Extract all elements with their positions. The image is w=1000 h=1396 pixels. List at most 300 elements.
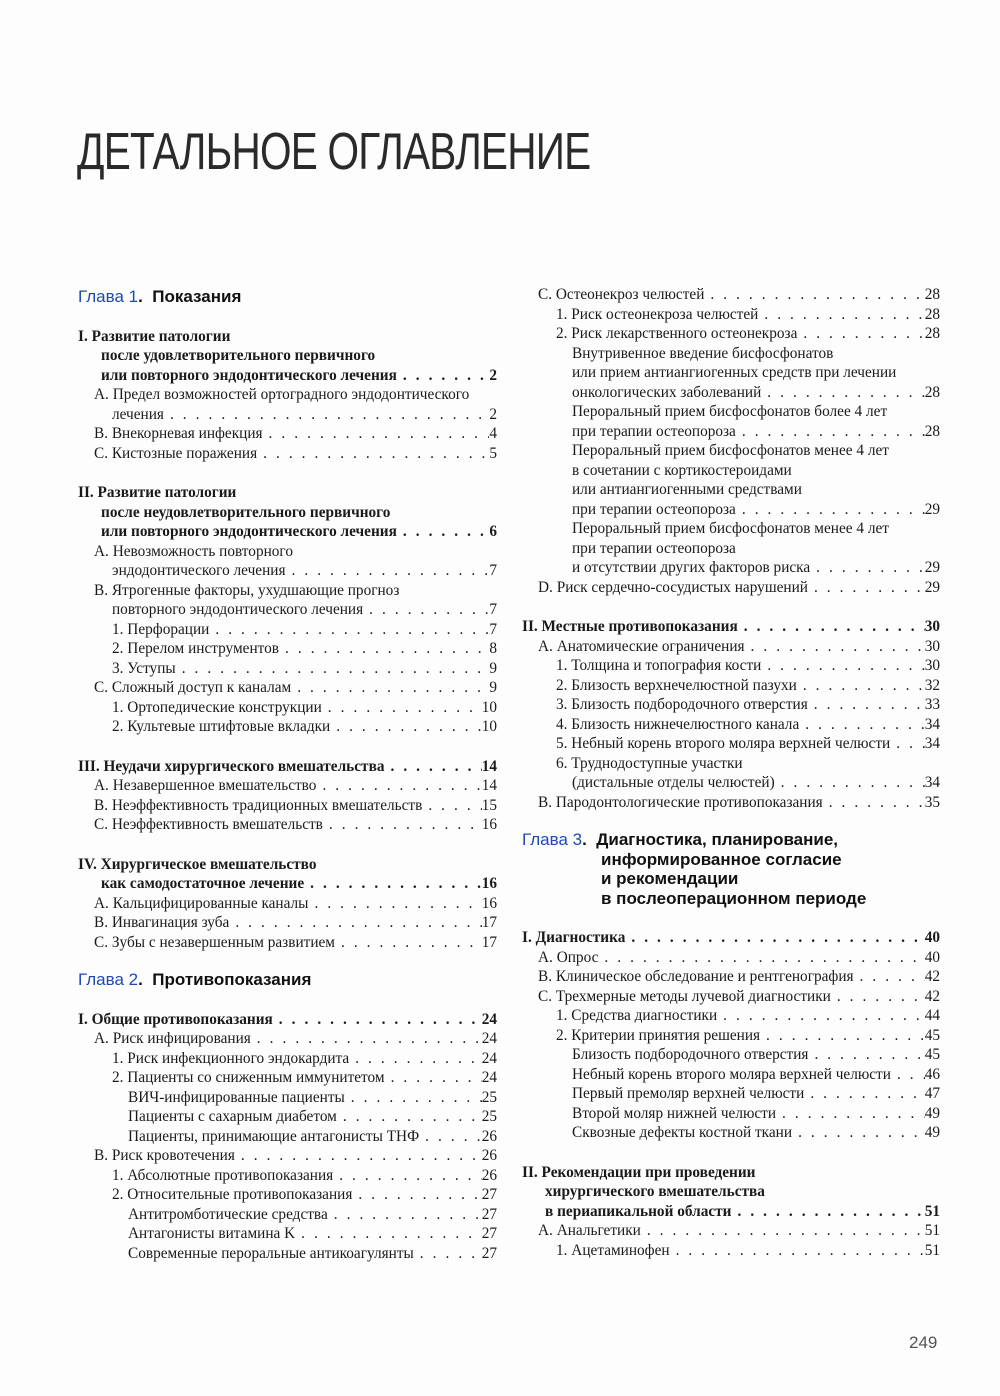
- toc-entry[interactable]: [78, 1244, 497, 1264]
- dot-leader: [279, 639, 489, 659]
- toc-entry-text: I. Развитие патологии: [78, 327, 231, 345]
- dot-leader: [808, 695, 925, 715]
- toc-entry-line: [522, 363, 940, 383]
- toc-entry-line: [78, 561, 497, 581]
- dot-leader: [235, 1146, 482, 1166]
- toc-entry[interactable]: [522, 715, 940, 735]
- toc-entry-line: [522, 1221, 940, 1241]
- toc-entry-text: при терапии остеопороза: [572, 539, 736, 557]
- toc-entry-line: [78, 874, 497, 894]
- toc-entry[interactable]: [522, 344, 940, 403]
- toc-entry-line: [78, 424, 497, 444]
- dot-leader: [731, 1202, 924, 1222]
- chapter-heading: [78, 287, 497, 307]
- toc-entry-line: [522, 715, 940, 735]
- toc-entry[interactable]: [78, 1224, 497, 1244]
- toc-page-number: 10: [481, 718, 497, 735]
- toc-entry[interactable]: [522, 1104, 940, 1124]
- toc-entry[interactable]: [522, 1006, 940, 1026]
- toc-entry-line: [522, 1006, 940, 1026]
- dot-leader: [384, 757, 481, 777]
- toc-entry-text: 1. Толщина и топография кости: [556, 657, 762, 674]
- toc-entry-text: в сочетании с кортикостероидами: [572, 461, 792, 479]
- toc-entry[interactable]: [78, 855, 497, 894]
- toc-entry-line: [522, 480, 940, 500]
- toc-entry-text: 1. Ацетаминофен: [556, 1241, 670, 1259]
- toc-page-number: 30: [924, 657, 940, 674]
- toc-entry-text: или повторного эндодонтического лечения: [101, 366, 397, 384]
- toc-page-number: 28: [924, 286, 940, 303]
- dot-leader: [831, 987, 925, 1007]
- dot-leader: [761, 656, 924, 676]
- toc-entry-line: [522, 637, 940, 657]
- toc-section: [78, 1010, 497, 1264]
- toc-section: [78, 757, 497, 835]
- toc-entry-text: I. Общие противопоказания: [78, 1010, 273, 1028]
- dot-leader: [598, 948, 924, 968]
- toc-entry[interactable]: [78, 444, 497, 464]
- toc-entry[interactable]: [522, 948, 940, 968]
- chapter-heading-line: информированное согласие: [601, 849, 842, 869]
- toc-entry-line: [522, 324, 940, 344]
- toc-page-number: 27: [481, 1244, 497, 1262]
- dot-leader: [273, 1010, 482, 1030]
- toc-entry-line: [522, 1045, 940, 1065]
- dot-leader: [775, 773, 925, 793]
- toc-entry[interactable]: [78, 385, 497, 424]
- toc-page-number: 7: [489, 620, 497, 638]
- toc-entry-line: [522, 1182, 940, 1202]
- toc-entry-line: [78, 600, 497, 620]
- toc-entry-line: [78, 913, 497, 933]
- toc-entry-text: при терапии остеопороза: [572, 422, 736, 440]
- toc-entry-line: [78, 855, 497, 875]
- toc-entry-line: [522, 305, 940, 325]
- toc-entry[interactable]: [78, 483, 497, 542]
- toc-entry-text: Пероральный прием бисфосфонатов менее 4 лет: [572, 442, 889, 459]
- dot-leader: [304, 874, 482, 894]
- toc-entry[interactable]: [78, 620, 497, 640]
- toc-page-number: 9: [489, 659, 497, 677]
- toc-entry-line: [78, 717, 497, 737]
- toc-entry-text: C. Зубы с незавершенным развитием: [94, 933, 335, 951]
- toc-entry-line: [78, 346, 497, 366]
- toc-entry[interactable]: [522, 402, 940, 441]
- toc-page-number: 15: [481, 796, 497, 814]
- toc-entry-line: [78, 796, 497, 816]
- toc-entry-text: 1. Риск инфекционного эндокардита: [112, 1049, 350, 1067]
- toc-entry-text: Близость подбородочного отверстия: [572, 1046, 809, 1063]
- chapter-heading-line: Глава 1. Показания: [78, 287, 242, 306]
- toc-entry-text: Антитромботические средства: [128, 1205, 328, 1223]
- toc-entry[interactable]: [522, 324, 940, 344]
- toc-entry-line: [78, 503, 497, 523]
- toc-entry-text: A. Незавершенное вмешательство: [94, 777, 317, 794]
- toc-entry[interactable]: [78, 757, 497, 777]
- toc-page-number: 33: [924, 696, 940, 713]
- dot-leader: [209, 620, 489, 640]
- dot-leader: [414, 1244, 482, 1264]
- toc-section: [78, 855, 497, 953]
- toc-entry[interactable]: [522, 1241, 940, 1261]
- toc-entry-line: [522, 695, 940, 715]
- dot-leader: [397, 522, 489, 542]
- toc-page-number: 17: [481, 914, 497, 931]
- toc-entry-text: Пациенты с сахарным диабетом: [128, 1108, 337, 1125]
- dot-leader: [799, 715, 924, 735]
- chapter-heading: [78, 970, 497, 990]
- toc-entry-line: [522, 383, 940, 403]
- toc-entry-line: [522, 461, 940, 481]
- toc-entry-line: [522, 617, 940, 637]
- toc-entry-text: A. Невозможность повторного: [94, 542, 293, 560]
- toc-entry-line: [78, 1244, 497, 1264]
- dot-leader: [738, 617, 925, 637]
- toc-entry-line: [78, 1049, 497, 1069]
- dot-leader: [761, 383, 924, 403]
- toc-entry[interactable]: [78, 678, 497, 698]
- toc-entry-line: [522, 1026, 940, 1046]
- toc-entry-text: 2. Критерии принятия решения: [556, 1026, 761, 1044]
- toc-column-right: [522, 285, 940, 1260]
- toc-section: [522, 285, 940, 597]
- toc-entry[interactable]: [522, 1084, 940, 1104]
- dot-leader: [670, 1241, 925, 1261]
- dot-leader: [330, 717, 481, 737]
- toc-section: [522, 928, 940, 1143]
- toc-entry-text: или прием антиангиогенных средств при лечении: [572, 364, 897, 381]
- dot-leader: [229, 913, 481, 933]
- toc-entry[interactable]: [78, 542, 497, 581]
- toc-page-number: 27: [481, 1186, 497, 1203]
- toc-entry-text: при терапии остеопороза: [572, 500, 736, 518]
- toc-page-number: 28: [924, 305, 940, 323]
- toc-entry-text: или повторного эндодонтического лечения: [101, 523, 397, 540]
- toc-entry[interactable]: [78, 815, 497, 835]
- toc-entry-line: [78, 405, 497, 425]
- toc-page-number: 25: [481, 1108, 497, 1125]
- toc-page-number: 10: [481, 698, 497, 716]
- toc-entry[interactable]: [522, 1045, 940, 1065]
- toc-entry-line: [522, 656, 940, 676]
- toc-entry-line: [522, 558, 940, 578]
- toc-entry-text: и отсутствии других факторов риска: [572, 559, 811, 576]
- toc-entry-line: [522, 1241, 940, 1261]
- toc-entry[interactable]: [522, 734, 940, 754]
- dot-leader: [385, 1068, 482, 1088]
- toc-entry-text: B. Клиническое обследование и рентгенография: [538, 968, 854, 985]
- toc-entry[interactable]: [522, 676, 940, 696]
- toc-entry[interactable]: [78, 1088, 497, 1108]
- toc-entry-text: ВИЧ-инфицированные пациенты: [128, 1088, 345, 1106]
- toc-entry[interactable]: [522, 1221, 940, 1241]
- toc-entry-text: повторного эндодонтического лечения: [112, 601, 364, 618]
- toc-entry-text: Антагонисты витамина K: [128, 1225, 296, 1242]
- toc-entry-line: [78, 659, 497, 679]
- toc-entry[interactable]: [522, 305, 940, 325]
- toc-entry-line: [522, 773, 940, 793]
- toc-entry-line: [522, 734, 940, 754]
- toc-entry[interactable]: [522, 754, 940, 793]
- toc-entry-line: [78, 1127, 497, 1147]
- toc-entry[interactable]: [78, 1146, 497, 1166]
- toc-entry-text: IV. Хирургическое вмешательство: [78, 855, 317, 873]
- dot-leader: [625, 928, 924, 948]
- toc-entry[interactable]: [522, 967, 940, 987]
- toc-entry-text: 1. Риск остеонекроза челюстей: [556, 305, 759, 323]
- toc-page-number: 29: [924, 500, 940, 518]
- toc-section: [78, 483, 497, 737]
- dot-leader: [263, 424, 490, 444]
- page-number: 249: [909, 1333, 938, 1352]
- toc-entry[interactable]: [522, 1026, 940, 1046]
- toc-entry-line: [522, 1163, 940, 1183]
- toc-page-number: 49: [924, 1104, 940, 1122]
- toc-entry-text: 4. Близость нижнечелюстного канала: [556, 715, 800, 733]
- toc-page-number: 7: [489, 601, 497, 618]
- toc-entry-text: или антиангиогенными средствами: [572, 481, 802, 498]
- toc-page-number: 40: [924, 929, 940, 946]
- dot-leader: [308, 894, 481, 914]
- dot-leader: [704, 285, 924, 305]
- toc-entry-line: [522, 948, 940, 968]
- toc-entry-line: [78, 483, 497, 503]
- toc-entry-text: 2. Близость верхнечелюстной пазухи: [556, 676, 797, 694]
- toc-entry-line: [522, 676, 940, 696]
- toc-entry-text: Внутривенное введение бисфосфонатов: [572, 344, 834, 362]
- toc-entry-text: как самодостаточное лечение: [101, 875, 305, 892]
- toc-entry-text: A. Риск инфицирования: [94, 1030, 251, 1047]
- toc-entry-line: [78, 1107, 497, 1127]
- toc-entry-text: Пероральный прием бисфосфонатов более 4 лет: [572, 403, 888, 420]
- chapter-number: Глава 3: [522, 830, 583, 849]
- chapter-title: Показания: [152, 287, 242, 306]
- chapter-heading-line: в послеоперационном периоде: [601, 888, 867, 908]
- toc-entry-line: [522, 285, 940, 305]
- chapter-title: Диагностика, планирование,: [596, 830, 839, 849]
- dot-leader: [316, 776, 481, 796]
- toc-entry[interactable]: [78, 717, 497, 737]
- toc-section: [78, 327, 497, 464]
- toc-entry[interactable]: [78, 796, 497, 816]
- toc-page-number: 26: [481, 1127, 497, 1145]
- toc-page-number: 34: [924, 774, 940, 791]
- dot-leader: [257, 444, 489, 464]
- toc-page-number: 24: [481, 1049, 497, 1067]
- toc-entry-line: [522, 754, 940, 774]
- chapter-heading-line: Глава 2. Противопоказания: [78, 970, 312, 989]
- toc-page-number: 14: [481, 777, 497, 794]
- dot-leader: [337, 1107, 482, 1127]
- toc-entry-line: [522, 539, 940, 559]
- toc-entry[interactable]: [78, 581, 497, 620]
- toc-entry[interactable]: [78, 1107, 497, 1127]
- toc-page-number: 7: [489, 562, 497, 579]
- toc-entry-text: 2. Перелом инструментов: [112, 640, 280, 657]
- toc-entry[interactable]: [78, 776, 497, 796]
- toc-entry[interactable]: [78, 1185, 497, 1205]
- toc-page-number: 45: [924, 1026, 940, 1044]
- toc-entry[interactable]: [522, 928, 940, 948]
- dot-leader: [176, 659, 490, 679]
- toc-entry[interactable]: [522, 441, 940, 519]
- toc-page-number: 24: [481, 1069, 497, 1086]
- toc-page-number: 51: [924, 1222, 940, 1239]
- dot-leader: [823, 793, 925, 813]
- toc-entry-text: 2. Культевые штифтовые вкладки: [112, 718, 331, 735]
- toc-entry[interactable]: [78, 913, 497, 933]
- toc-page-number: 42: [924, 987, 940, 1005]
- toc-entry-line: [522, 987, 940, 1007]
- toc-page-number: 51: [924, 1241, 940, 1259]
- toc-entry[interactable]: [522, 285, 940, 305]
- toc-page-number: 24: [481, 1030, 497, 1047]
- toc-page-number: 8: [489, 640, 497, 657]
- toc-entry-line: [78, 678, 497, 698]
- toc-entry-text: B. Внекорневая инфекция: [94, 425, 263, 442]
- toc-entry[interactable]: [522, 519, 940, 578]
- toc-entry-text: онкологических заболеваний: [572, 383, 762, 401]
- toc-page-number: 47: [924, 1085, 940, 1102]
- toc-entry-line: [522, 1202, 940, 1222]
- toc-entry-text: Пациенты, принимающие антагонисты ТНФ: [128, 1127, 420, 1145]
- dot-leader: [397, 366, 489, 386]
- toc-page-number: 16: [481, 894, 497, 912]
- toc-entry[interactable]: [522, 1163, 940, 1222]
- toc-entry-line: [78, 1088, 497, 1108]
- toc-entry-text: 5. Небный корень второго моляра верхней челюсти: [556, 735, 891, 752]
- toc-entry-line: [78, 522, 497, 542]
- toc-entry-line: [78, 542, 497, 562]
- toc-entry-line: [78, 1185, 497, 1205]
- dot-leader: [760, 1026, 925, 1046]
- chapter-number: Глава 2: [78, 970, 139, 989]
- toc-entry-text: B. Инвагинация зуба: [94, 914, 230, 931]
- toc-entry-text: I. Диагностика: [522, 929, 626, 946]
- dot-leader: [422, 796, 481, 816]
- toc-page-number: 40: [924, 948, 940, 966]
- dot-leader: [745, 637, 925, 657]
- toc-entry-text: 1. Абсолютные противопоказания: [112, 1166, 334, 1184]
- toc-entry-text: 1. Перфорации: [112, 620, 210, 638]
- toc-entry-line: [78, 933, 497, 953]
- toc-page-number: 44: [924, 1007, 940, 1024]
- toc-entry-text: 1. Ортопедические конструкции: [112, 698, 322, 716]
- toc-entry-text: после неудовлетворительного первичного: [101, 503, 391, 521]
- dot-leader: [758, 305, 924, 325]
- chapter-heading: [522, 830, 940, 908]
- toc-page-number: 30: [924, 618, 940, 635]
- toc-entry-text: лечения: [112, 405, 164, 423]
- toc-entry[interactable]: [78, 1068, 497, 1088]
- page-title: ДЕТАЛЬНОЕ ОГЛАВЛЕНИЕ: [77, 123, 591, 181]
- toc-page-number: 29: [924, 578, 940, 596]
- toc-entry[interactable]: [78, 327, 497, 386]
- dot-leader: [291, 678, 489, 698]
- dot-leader: [641, 1221, 925, 1241]
- toc-entry-text: C. Кистозные поражения: [94, 444, 258, 462]
- toc-entry[interactable]: [78, 424, 497, 444]
- toc-page-number: 46: [924, 1065, 940, 1083]
- toc-page-number: 4: [489, 425, 497, 442]
- toc-entry-line: [78, 581, 497, 601]
- toc-entry-text: B. Риск кровотечения: [94, 1147, 235, 1164]
- dot-leader: [891, 1065, 925, 1085]
- toc-entry-text: 2. Риск лекарственного остеонекроза: [556, 325, 798, 342]
- toc-page-number: 6: [489, 523, 497, 540]
- toc-page-number: 9: [489, 679, 497, 696]
- toc-entry[interactable]: [78, 1166, 497, 1186]
- toc-entry-text: C. Трехмерные методы лучевой диагностики: [538, 987, 831, 1005]
- toc-entry-text: C. Неэффективность вмешательств: [94, 816, 323, 833]
- chapter-number: Глава 1: [78, 287, 139, 306]
- toc-entry[interactable]: [78, 659, 497, 679]
- toc-entry-line: [78, 1010, 497, 1030]
- toc-entry[interactable]: [522, 793, 940, 813]
- toc-entry[interactable]: [78, 1049, 497, 1069]
- toc-entry-text: Первый премоляр верхней челюсти: [572, 1085, 805, 1102]
- toc-entry[interactable]: [522, 1065, 940, 1085]
- toc-entry[interactable]: [522, 695, 940, 715]
- toc-page-number: 26: [481, 1147, 497, 1164]
- toc-entry[interactable]: [522, 578, 940, 598]
- toc-entry-line: [522, 1084, 940, 1104]
- dot-leader: [419, 1127, 482, 1147]
- toc-page-number: 2: [489, 366, 497, 384]
- toc-entry-line: [522, 1104, 940, 1124]
- toc-entry[interactable]: [522, 1123, 940, 1143]
- toc-entry[interactable]: [522, 987, 940, 1007]
- dot-leader: [335, 933, 482, 953]
- toc-page-number: 27: [481, 1205, 497, 1223]
- toc-entry-line: [78, 327, 497, 347]
- toc-entry-line: [522, 402, 940, 422]
- dot-leader: [286, 561, 490, 581]
- toc-entry-text: 2. Относительные противопоказания: [112, 1186, 353, 1203]
- toc-entry[interactable]: [78, 933, 497, 953]
- toc-page-number: 34: [924, 715, 940, 733]
- toc-entry[interactable]: [78, 894, 497, 914]
- toc-entry-text: (дистальные отделы челюстей): [572, 774, 775, 791]
- dot-leader: [333, 1166, 482, 1186]
- toc-entry[interactable]: [78, 1029, 497, 1049]
- toc-entry-line: [78, 776, 497, 796]
- toc-entry[interactable]: [522, 656, 940, 676]
- toc-entry[interactable]: [78, 1010, 497, 1030]
- toc-entry-text: Второй моляр нижней челюсти: [572, 1104, 777, 1122]
- dot-leader: [328, 1205, 482, 1225]
- dot-leader: [797, 676, 925, 696]
- toc-page-number: 35: [924, 793, 940, 811]
- toc-entry[interactable]: [78, 698, 497, 718]
- toc-entry-line: [78, 698, 497, 718]
- toc-entry-text: II. Развитие патологии: [78, 484, 237, 501]
- toc-entry[interactable]: [78, 1127, 497, 1147]
- toc-page-number: 16: [481, 875, 497, 892]
- toc-entry-text: A. Кальцифицированные каналы: [94, 894, 309, 912]
- dot-leader: [736, 500, 925, 520]
- toc-entry-text: 3. Близость подбородочного отверстия: [556, 696, 808, 713]
- toc-entry[interactable]: [522, 617, 940, 637]
- toc-entry-line: [78, 1205, 497, 1225]
- toc-entry[interactable]: [78, 1205, 497, 1225]
- toc-entry[interactable]: [78, 639, 497, 659]
- toc-entry-text: C. Сложный доступ к каналам: [94, 679, 292, 696]
- toc-entry[interactable]: [522, 637, 940, 657]
- toc-entry-line: [522, 422, 940, 442]
- toc-entry-text: 3. Уступы: [112, 659, 176, 677]
- toc-entry-line: [78, 1068, 497, 1088]
